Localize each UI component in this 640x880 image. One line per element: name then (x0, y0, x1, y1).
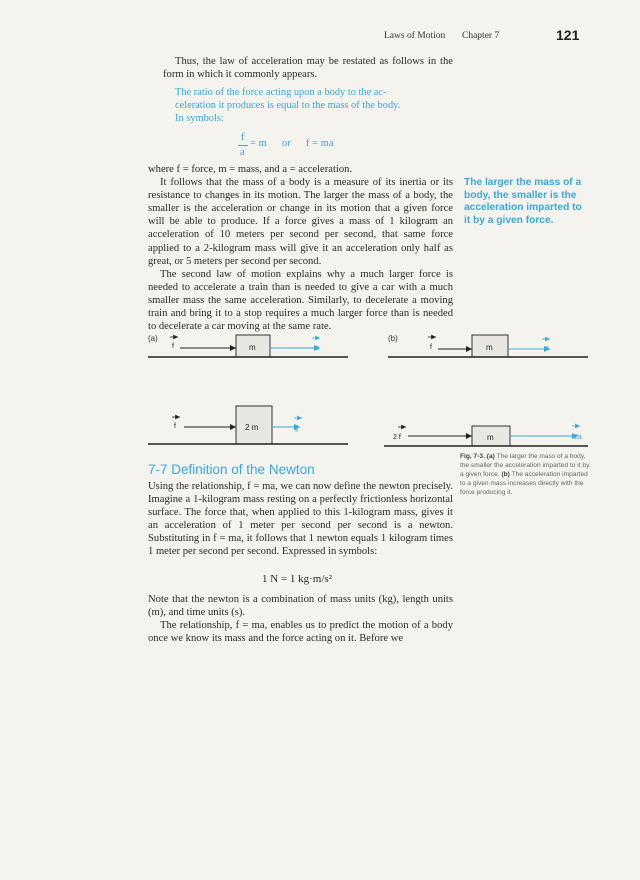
page-number: 121 (556, 27, 580, 43)
inertia-paragraph: It follows that the mass of a body is a measure of its inertia or its resistance to changes in its motion. The larger the mass of a body, the smaller is the acceleration or change in its motion that a given force will be able to produce. If a force gives a mass of 1 kilogram an acceleration of 10 meters per second per second, that same force applied to a 2-kilogram mass will give it an acceleration only half as great, or 5 meters per second per second. (148, 177, 453, 267)
half-acceleration-label: a/2 (294, 424, 300, 432)
law-statement-line-2: celeration it produces is equal to the mass of the body. (175, 100, 401, 111)
double-force-label: 2 f (393, 434, 401, 441)
newton-closing-text (148, 593, 453, 645)
newton-paragraph-1: Using the relationship, f = ma, we can now define the newton precisely. Imagine a 1-kilogram mass resting on a perfectly frictionless horizontal surface. The force that, when applied to this 1-kilogram mass, gives it an acceleration of 1 meter per second per second is a newton. Substituting in f = ma, it follows that 1 newton equals 1 kilogram times 1 meter per second per second. Expressed in symbols: (148, 481, 453, 558)
newton-definition-text (148, 480, 453, 559)
formula-or: or (282, 138, 291, 149)
formula-f-equals-ma: f = ma (306, 138, 334, 149)
acceleration-label: a (315, 345, 319, 352)
caption-b-tag: (b) (501, 471, 510, 478)
formula-denominator: a (240, 147, 245, 158)
panel-a-2kg (148, 406, 348, 444)
figure-caption (460, 452, 590, 497)
double-acceleration-label: 2a (574, 434, 582, 441)
acceleration-label: a (545, 345, 549, 352)
force-label: f (172, 343, 174, 350)
mass-label: m (486, 343, 493, 352)
panel-b-2f (384, 426, 588, 446)
running-title: Laws of Motion (384, 31, 446, 41)
section-heading: 7-7 Definition of the Newton (148, 462, 315, 477)
train-paragraph: The second law of motion explains why a much larger force is needed to accelerate a train than is needed to give a car with a much smaller mass the same acceleration. Similarly, to decelerate a moving train and bring it to a stop requires a much larger force than is needed to decelerate a car moving at the same rate. (148, 268, 453, 333)
margin-note: The larger the mass of a body, the smaller is the acceleration imparted to it by a given force. (464, 177, 582, 226)
force-label: f (174, 423, 176, 430)
chapter-label: Chapter 7 (462, 31, 500, 41)
panel-b-1f (388, 334, 588, 357)
caption-a-text: The larger the mass of a body, the smaller the acceleration imparted to it by a given force. (460, 453, 590, 478)
unit-equation: 1 N = 1 kg·m/s² (262, 573, 333, 585)
caption-b-text: The acceleration imparted to a given mass increases directly with the force producing it. (460, 471, 588, 496)
law-statement-line-3: In symbols: (175, 113, 224, 124)
double-mass-label: 2 m (245, 423, 259, 432)
newton-paragraph-3: The relationship, f = ma, enables us to predict the motion of a body once we know its mass and the force acting on it. Before we (148, 620, 453, 645)
intro-paragraph: Thus, the law of acceleration may be restated as follows in the form in which it commonly appears. (163, 56, 453, 81)
law-statement-line-1: The ratio of the force acting upon a body to the ac- (175, 87, 387, 98)
caption-label: Fig. 7-3. (460, 453, 485, 460)
panel-b-label: (b) (388, 334, 398, 343)
mass-label: m (487, 433, 494, 442)
force-label: f (430, 344, 432, 351)
panel-a-1kg (148, 334, 348, 357)
formula-equals-m: = m (250, 138, 267, 149)
formula-numerator: f (241, 132, 245, 143)
caption-a-tag: (a) (486, 453, 495, 460)
panel-a-label: (a) (148, 334, 158, 343)
newton-paragraph-2: Note that the newton is a combination of mass units (kg), length units (m), and time units (s). (148, 594, 453, 619)
where-line: where f = force, m = mass, and a = acceleration. (148, 164, 353, 175)
mass-label: m (249, 343, 256, 352)
